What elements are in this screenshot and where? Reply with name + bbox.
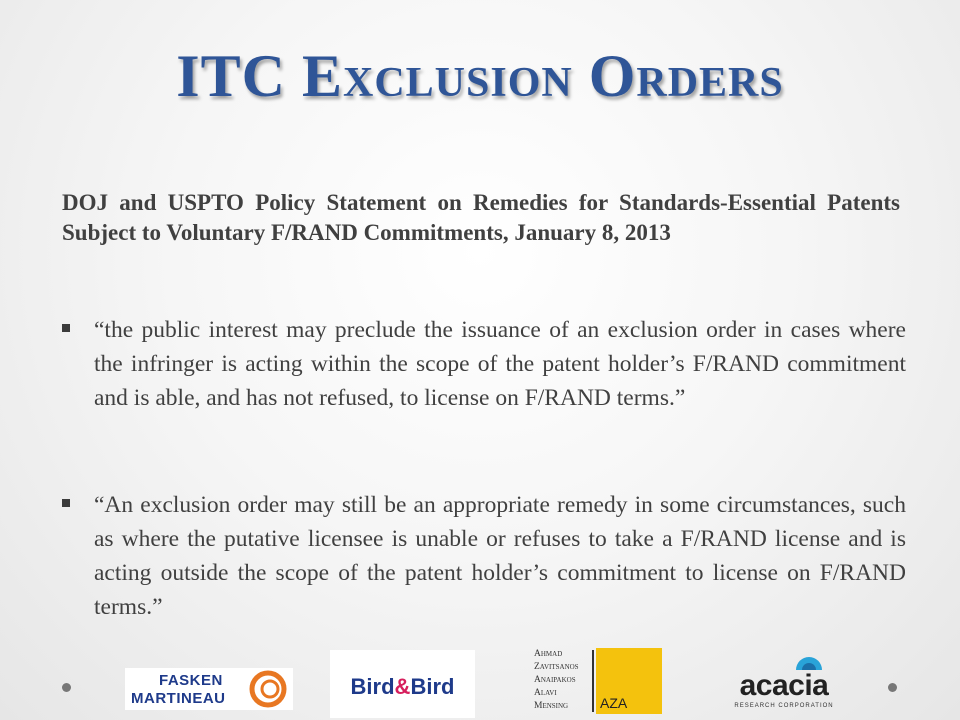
square-bullet-icon — [62, 324, 70, 332]
aza-yellow-box — [596, 648, 662, 714]
fasken-rings-icon — [245, 670, 291, 708]
footer-dot-right — [888, 683, 897, 692]
aza-mark: AZA — [600, 695, 628, 711]
bullet-text: “the public interest may preclude the issuance of an exclusion order in cases where the infringer is acting within the scope of the patent holder’s F/RAND commitment and is able, and has not refused, to license on F/RAND terms.” — [94, 317, 906, 411]
acacia-wordmark: acacia — [739, 669, 829, 702]
slide-title: ITC Exclusion Orders — [176, 43, 784, 109]
aza-partner-names — [530, 648, 594, 714]
acacia-tagline: RESEARCH CORPORATION — [734, 703, 834, 709]
square-bullet-icon — [62, 499, 70, 507]
slide-subtitle: DOJ and USPTO Policy Statement on Remedies for Standards-Essential Patents Subject to Voluntary F/RAND Commitments, January 8, 2013 — [62, 190, 900, 245]
aza-name: Anaipakos — [534, 675, 576, 685]
aza-logo — [530, 648, 662, 714]
fasken-martineau-logo — [125, 668, 293, 710]
bird-logo-text — [330, 674, 475, 700]
aza-name: Ahmad — [534, 649, 563, 659]
bullet-text: “An exclusion order may still be an appropriate remedy in some circumstances, such as where the putative licensee is unable or refuses to take a F/RAND license and is acting outside the scope of the patent holder’s commitment to license on F/RAND terms.” — [94, 492, 906, 620]
fasken-logo-line1: FASKEN — [159, 672, 223, 689]
aza-divider — [592, 650, 594, 712]
fasken-logo-line2: MARTINEAU — [131, 690, 226, 707]
footer-dot-left — [62, 683, 71, 692]
aza-name: Alavi — [534, 688, 557, 698]
aza-name: Mensing — [534, 701, 569, 711]
bullet-item — [62, 313, 906, 415]
bird-logo-ampersand: & — [394, 674, 411, 699]
aza-name: Zavitsanos — [534, 662, 579, 672]
bird-and-bird-logo — [330, 650, 475, 718]
bird-logo-part2: Bird — [410, 674, 455, 699]
bird-logo-part1: Bird — [350, 674, 395, 699]
acacia-logo — [728, 655, 840, 715]
bullet-item — [62, 488, 906, 624]
